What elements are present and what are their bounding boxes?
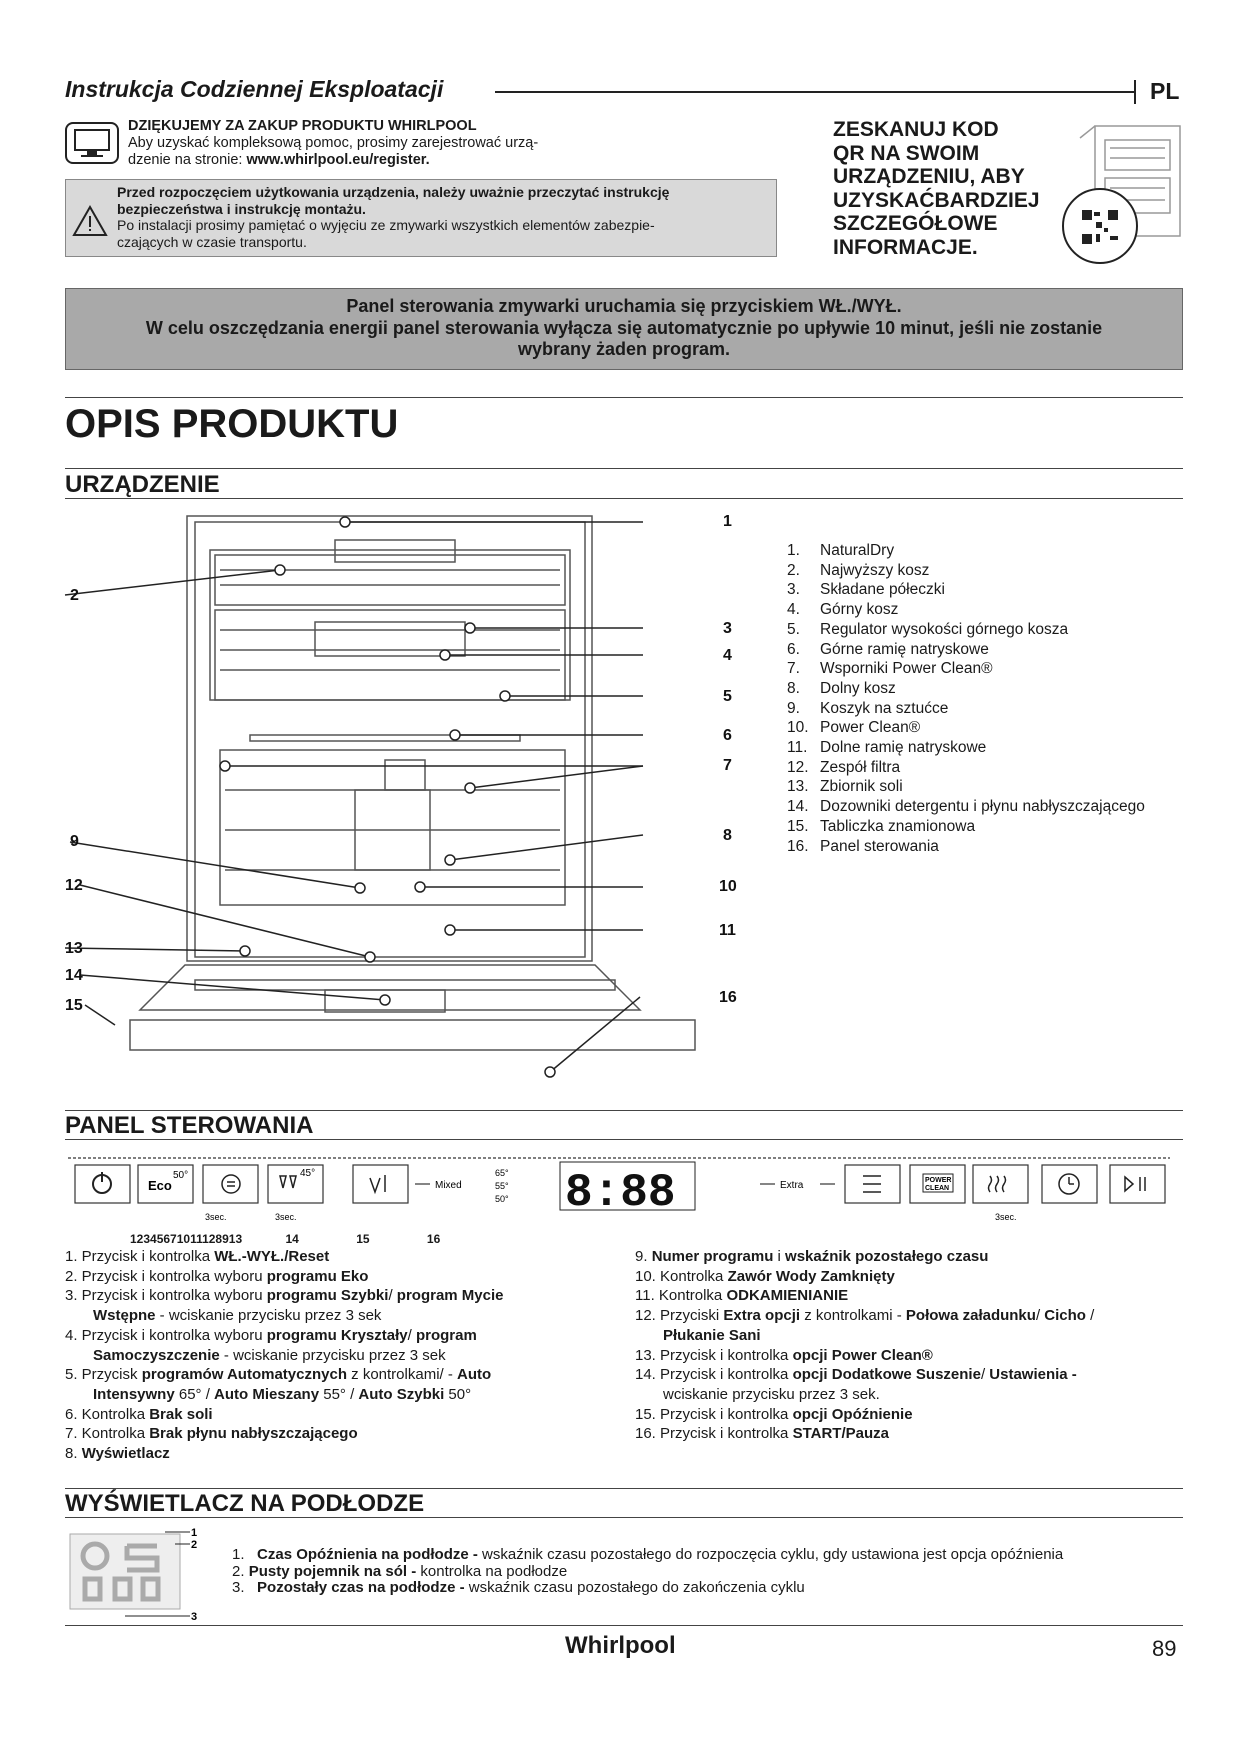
extra-dry-icon <box>989 1176 1006 1192</box>
qr-line: ZESKANUJ KOD <box>833 118 999 141</box>
warning-text <box>117 184 767 250</box>
list-item: 2. Przycisk i kontrolka wyboru programu Eko <box>65 1267 369 1285</box>
list-item: 7. Kontrolka Brak płynu nabłyszczającego <box>65 1425 358 1443</box>
panel-callout-labels <box>130 1232 440 1246</box>
item-number: 7. <box>787 660 800 678</box>
item-label: Dozowniki detergentu i płynu nabłyszczającego <box>820 798 1145 816</box>
item-number: 8. <box>787 679 800 697</box>
list-item: 8. Wyświetlacz <box>65 1445 170 1463</box>
register-heading: DZIĘKUJEMY ZA ZAKUP PRODUKTU WHIRLPOOL <box>128 118 477 134</box>
eco-temp: 50° <box>173 1170 189 1181</box>
list-item <box>787 837 1145 857</box>
dishwasher-diagram <box>65 510 745 1085</box>
list-item <box>787 758 1145 778</box>
header-rule-tick <box>1134 80 1136 104</box>
power-notice-box <box>65 288 1183 370</box>
list-item <box>787 561 1145 581</box>
notice-line-1: Panel sterowania zmywarki uruchamia się przyciskiem WŁ./WYŁ. <box>346 296 902 316</box>
item-number: 3. <box>787 581 800 599</box>
list-item: 15. Przycisk i kontrolka opcji Opóźnienie <box>635 1405 913 1423</box>
page-number: 89 <box>1152 1636 1177 1661</box>
subsection-title-floor: WYŚWIETLACZ NA PODŁODZE <box>65 1490 425 1517</box>
subsection-title-urzadzenie: URZĄDZENIE <box>65 471 220 498</box>
list-item: 6. Kontrolka Brak soli <box>65 1405 213 1423</box>
section-rule <box>65 397 1183 398</box>
sec3-label: 3sec. <box>205 1212 227 1222</box>
panel-callout-15: 15 <box>356 1232 370 1246</box>
item-number: 12. <box>787 758 809 776</box>
list-item: 16. Przycisk i kontrolka START/Pauza <box>635 1425 889 1443</box>
item-number: 15. <box>787 817 809 835</box>
device-callout-7: 7 <box>723 757 732 774</box>
list-item <box>787 738 1145 758</box>
list-item: 14. Przycisk i kontrolka opcji Dodatkowe Suszenie/ Ustawienia - <box>635 1366 1077 1384</box>
section-rule <box>65 1517 1183 1518</box>
device-callout-12: 12 <box>65 877 83 894</box>
eco-label: Eco <box>148 1178 172 1193</box>
control-panel-diagram <box>65 1150 1185 1237</box>
item-number: 9. <box>787 699 800 717</box>
panel-callout-16: 16 <box>426 1232 441 1246</box>
item-label: Zbiornik soli <box>820 778 903 796</box>
register-url[interactable]: www.whirlpool.eu/register. <box>246 152 430 168</box>
item-label: Górny kosz <box>820 601 899 619</box>
list-item: 11. Kontrolka ODKAMIENIANIE <box>635 1287 849 1305</box>
device-callout-9: 9 <box>70 833 79 850</box>
item-label: NaturalDry <box>820 542 895 559</box>
item-number: 16. <box>787 837 809 855</box>
item-label: Zespół filtra <box>820 758 901 776</box>
item-number: 10. <box>787 719 809 737</box>
warning-line-4: czających w czasie transportu. <box>117 233 307 250</box>
warning-triangle-icon <box>72 205 108 242</box>
item-label: Regulator wysokości górnego kosza <box>820 620 1069 638</box>
floor-callout-3: 3 <box>191 1611 198 1623</box>
panel-list-left <box>65 1247 625 1464</box>
auto-program-icon <box>370 1175 385 1192</box>
list-item: Wstępne - wciskanie przycisku przez 3 sek <box>93 1307 382 1325</box>
item-number: 6. <box>787 640 800 658</box>
item-label: Koszyk na sztućce <box>820 699 949 717</box>
footer-rule <box>65 1625 1183 1626</box>
list-item <box>787 640 1145 660</box>
warning-bold-1: Przed rozpoczęciem użytkowania urządzenia, należy uważnie przeczytać instrukcję <box>117 184 670 200</box>
device-callout-14: 14 <box>65 967 83 984</box>
header-rule <box>495 91 1135 93</box>
register-info <box>128 118 648 169</box>
device-callout-11: 11 <box>719 922 736 939</box>
whirlpool-logo: Whirlpool <box>565 1632 676 1659</box>
list-item <box>787 777 1145 797</box>
glasses-icon <box>280 1176 296 1188</box>
delay-icon <box>1059 1174 1079 1194</box>
item-label: Tabliczka znamionowa <box>820 817 976 835</box>
extra-label: Extra <box>780 1180 804 1191</box>
qr-line: URZĄDZENIU, ABY <box>833 165 1025 188</box>
list-item: 12. Przyciski Extra opcji z kontrolkami - Połowa załadunku/ Cicho / <box>635 1307 1095 1325</box>
device-callout-8: 8 <box>723 827 732 844</box>
computer-icon <box>65 122 119 164</box>
list-item: Intensywny 65° / Auto Mieszany 55° / Auto Szybki 50° <box>93 1385 472 1403</box>
item-number: 1. <box>787 542 800 559</box>
qr-dishwasher-illustration <box>1060 118 1190 273</box>
floor-list <box>232 1547 1063 1597</box>
device-callout-13: 13 <box>65 940 83 957</box>
list-item: 5. Przycisk programów Automatycznych z kontrolkami/ - Auto <box>65 1366 492 1384</box>
sec3-label: 3sec. <box>275 1212 297 1222</box>
list-item <box>787 580 1145 600</box>
glass-temp: 45° <box>300 1168 316 1179</box>
list-item <box>787 679 1145 699</box>
qr-line: QR NA SWOIM <box>833 141 980 165</box>
list-item: 10. Kontrolka Zawór Wody Zamknięty <box>635 1267 895 1285</box>
register-line2: dzenie na stronie: <box>128 152 247 168</box>
item-number: 2. <box>787 561 800 579</box>
register-line1: Aby uzyskać kompleksową pomoc, prosimy zarejestrować urzą- <box>128 135 539 151</box>
warning-bold-2: bezpieczeństwa i instrukcję montażu. <box>117 200 366 217</box>
floor-display-diagram <box>65 1524 205 1629</box>
device-callout-10: 10 <box>719 878 737 895</box>
document-header-title: Instrukcja Codziennej Eksploatacji <box>65 76 444 102</box>
qr-call-to-action <box>833 118 1053 259</box>
list-item <box>787 659 1145 679</box>
device-callout-2: 2 <box>70 587 79 604</box>
device-callout-1: 1 <box>723 513 732 530</box>
digital-display: 8:88 <box>565 1167 676 1219</box>
temp-65: 65° <box>495 1168 509 1178</box>
notice-line-3: wybrany żaden program. <box>517 339 731 359</box>
device-callout-15: 15 <box>65 997 83 1014</box>
list-item: wciskanie przycisku przez 3 sek. <box>663 1385 880 1403</box>
section-rule <box>65 498 1183 499</box>
item-number: 4. <box>787 601 800 619</box>
item-number: 5. <box>787 620 800 638</box>
sec3-label: 3sec. <box>995 1212 1017 1222</box>
list-item: 3. Pozostały czas na podłodze - wskaźnik czasu pozostałego do zakończenia cyklu <box>232 1579 805 1596</box>
list-item: 4. Przycisk i kontrolka wyboru programu Kryształy/ program <box>65 1326 477 1344</box>
list-item <box>787 600 1145 620</box>
list-item <box>787 718 1145 738</box>
item-number: 14. <box>787 798 809 816</box>
power-icon <box>93 1172 111 1193</box>
language-code: PL <box>1150 78 1180 104</box>
warning-line-3: Po instalacji prosimy pamiętać o wyjęciu ze zmywarki wszystkich elementów zabezpie- <box>117 217 655 233</box>
floor-callout-2: 2 <box>191 1539 198 1551</box>
list-item: 9. Numer programu i wskaźnik pozostałego czasu <box>635 1248 989 1265</box>
list-item: Płukanie Sani <box>663 1326 761 1344</box>
device-callout-5: 5 <box>723 688 732 705</box>
section-title-opis: OPIS PRODUKTU <box>65 402 399 446</box>
list-item: 1. Przycisk i kontrolka WŁ.-WYŁ./Reset <box>65 1248 330 1265</box>
item-label: Najwyższy kosz <box>820 561 930 579</box>
subsection-title-panel: PANEL STEROWANIA <box>65 1112 314 1139</box>
mixed-label: Mixed <box>435 1180 462 1191</box>
section-rule <box>65 468 1183 469</box>
panel-callout-seq: 12345671011128913 <box>130 1232 243 1246</box>
power-clean-label-bottom: CLEAN <box>925 1185 950 1192</box>
half-load-icon <box>863 1176 881 1192</box>
list-item <box>787 699 1145 719</box>
item-number: 11. <box>787 739 808 757</box>
list-item: 2. Pusty pojemnik na sól - kontrolka na podłodze <box>232 1562 568 1580</box>
item-label: Składane półeczki <box>820 581 945 599</box>
notice-line-2: W celu oszczędzania energii panel sterowania wyłącza się automatycznie po upływie 10 minut, jeśli nie zostanie <box>145 317 1103 338</box>
section-rule <box>65 1488 1183 1489</box>
item-label: Górne ramię natryskowe <box>820 640 989 658</box>
item-label: Power Clean® <box>820 719 921 737</box>
device-callout-16: 16 <box>719 989 737 1006</box>
list-item <box>787 797 1145 817</box>
power-clean-label-top: POWER <box>925 1177 952 1184</box>
panel-list-right <box>635 1247 1195 1444</box>
device-callout-6: 6 <box>723 727 732 744</box>
list-item <box>787 541 1145 561</box>
list-item: Samoczyszczenie - wciskanie przycisku przez 3 sek <box>93 1346 446 1364</box>
list-item <box>787 817 1145 837</box>
item-label: Dolny kosz <box>820 679 896 697</box>
item-number: 13. <box>787 778 809 796</box>
temp-55: 55° <box>495 1181 509 1191</box>
device-callout-4: 4 <box>723 647 732 664</box>
floor-callout-1: 1 <box>191 1527 198 1539</box>
item-label: Dolne ramię natryskowe <box>820 739 987 757</box>
section-rule <box>65 1139 1183 1140</box>
panel-callout-14: 14 <box>285 1232 299 1246</box>
list-item: 13. Przycisk i kontrolka opcji Power Clean® <box>635 1346 933 1364</box>
qr-line: UZYSKAĆBARDZIEJ <box>833 188 1040 212</box>
start-pause-icon <box>1125 1177 1145 1191</box>
section-rule <box>65 1110 1183 1111</box>
qr-line: INFORMACJE. <box>833 235 978 259</box>
item-label: Panel sterowania <box>820 837 939 855</box>
item-label: Wsporniki Power Clean® <box>820 660 993 678</box>
device-callout-3: 3 <box>723 620 732 637</box>
parts-list <box>787 541 1145 856</box>
list-item <box>787 620 1145 640</box>
qr-line: SZCZEGÓŁOWE <box>833 212 998 235</box>
quick-wash-icon <box>222 1175 240 1193</box>
list-item: 1. Czas Opóźnienia na podłodze - wskaźnik czasu pozostałego do rozpoczęcia cyklu, gdy ustawiona jest opcja opóźnienia <box>232 1546 1064 1563</box>
list-item: 3. Przycisk i kontrolka wyboru programu Szybki/ program Mycie <box>65 1287 504 1305</box>
temp-50: 50° <box>495 1194 509 1204</box>
